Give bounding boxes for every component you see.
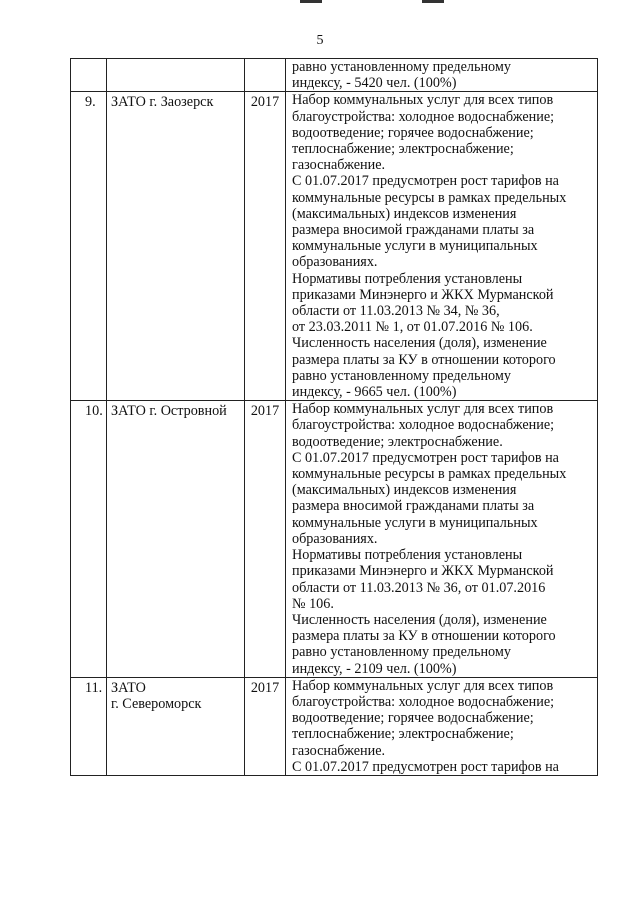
description-paragraph <box>292 59 593 91</box>
description-line: водоотведение; горячее водоснабжение; <box>292 710 534 727</box>
page-number: 5 <box>316 33 324 48</box>
description-line: равно установленному предельному <box>292 59 511 75</box>
row-number: 11. <box>71 677 107 775</box>
description-line: коммунальные ресурсы в рамках предельных <box>292 466 567 483</box>
description-line: равно установленному предельному <box>292 644 511 661</box>
description-line: газоснабжение. <box>292 742 386 759</box>
description-paragraph <box>292 678 593 759</box>
description-paragraph <box>292 759 593 775</box>
description-line: от 23.03.2011 № 1, от 01.07.2016 № 106. <box>292 319 533 336</box>
description-line: водоотведение; электроснабжение. <box>292 433 503 450</box>
municipality-name-line: г. Североморск <box>111 695 202 712</box>
description-line: благоустройства: холодное водоснабжение; <box>292 693 555 710</box>
municipality-name <box>107 677 245 775</box>
description-line: Численность населения (доля), изменение <box>292 611 547 628</box>
description-line: С 01.07.2017 предусмотрен рост тарифов на <box>292 449 559 466</box>
municipality-name-line: ЗАТО <box>111 679 146 696</box>
description-paragraph <box>292 547 593 612</box>
description-line: индексу, - 5420 чел. (100%) <box>292 75 457 92</box>
description-paragraph <box>292 612 593 677</box>
description-line: (максимальных) индексов изменения <box>292 482 517 499</box>
row-number: 9. <box>71 92 107 401</box>
description-line: равно установленному предельному <box>292 367 511 384</box>
description-line: благоустройства: холодное водоснабжение; <box>292 417 555 434</box>
municipality-name <box>107 92 245 401</box>
description <box>286 401 598 677</box>
description-paragraph <box>292 173 593 270</box>
row-number <box>71 59 107 92</box>
description-line: образованиях. <box>292 530 378 547</box>
description <box>286 677 598 775</box>
description-line: размера платы за КУ в отношении которого <box>292 351 556 368</box>
municipality-name-line: ЗАТО г. Островной <box>111 403 227 420</box>
description-line: (максимальных) индексов изменения <box>292 205 517 222</box>
table-row <box>71 92 598 401</box>
year: 2017 <box>245 677 286 775</box>
description-paragraph <box>292 92 593 173</box>
description-line: размера платы за КУ в отношении которого <box>292 628 556 645</box>
municipality-name <box>107 401 245 677</box>
year: 2017 <box>245 92 286 401</box>
description-line: Набор коммунальных услуг для всех типов <box>292 92 554 109</box>
row-number: 10. <box>71 401 107 677</box>
description-line: № 106. <box>292 595 334 612</box>
municipality-name-line: ЗАТО г. Заозерск <box>111 94 214 111</box>
description-line: коммунальные услуги в муниципальных <box>292 238 538 255</box>
description-line: коммунальные услуги в муниципальных <box>292 514 538 531</box>
description-line: С 01.07.2017 предусмотрен рост тарифов на <box>292 173 559 190</box>
description-line: индексу, - 2109 чел. (100%) <box>292 660 457 677</box>
description-line: области от 11.03.2013 № 36, от 01.07.2016 <box>292 579 546 596</box>
description-line: Нормативы потребления установлены <box>292 270 523 287</box>
description-paragraph <box>292 271 593 336</box>
description-line: водоотведение; горячее водоснабжение; <box>292 124 534 141</box>
table-row <box>71 677 598 775</box>
description-line: Численность населения (доля), изменение <box>292 335 547 352</box>
scan-mark-left <box>300 0 322 3</box>
description-line: приказами Минэнерго и ЖКХ Мурманской <box>292 286 554 303</box>
tariff-table <box>70 58 598 776</box>
year <box>245 59 286 92</box>
description <box>286 92 598 401</box>
scan-mark-right <box>422 0 444 3</box>
table-row <box>71 401 598 677</box>
description-line: образованиях. <box>292 254 378 271</box>
description-line: Нормативы потребления установлены <box>292 547 523 564</box>
description-line: газоснабжение. <box>292 157 386 174</box>
description-line: Набор коммунальных услуг для всех типов <box>292 401 554 418</box>
description-line: области от 11.03.2013 № 34, № 36, <box>292 303 500 320</box>
table-row <box>71 59 598 92</box>
municipality-name <box>107 59 245 92</box>
description-line: благоустройства: холодное водоснабжение; <box>292 108 555 125</box>
description-line: Набор коммунальных услуг для всех типов <box>292 677 554 694</box>
description-line: размера вносимой гражданами платы за <box>292 222 535 239</box>
description-line: коммунальные ресурсы в рамках предельных <box>292 189 567 206</box>
description-line: С 01.07.2017 предусмотрен рост тарифов на <box>292 758 559 775</box>
description-paragraph <box>292 450 593 547</box>
description-line: теплоснабжение; электроснабжение; <box>292 726 514 743</box>
description-line: индексу, - 9665 чел. (100%) <box>292 384 457 401</box>
description-paragraph <box>292 335 593 400</box>
description-line: размера вносимой гражданами платы за <box>292 498 535 515</box>
table-body <box>71 59 598 776</box>
description-line: приказами Минэнерго и ЖКХ Мурманской <box>292 563 554 580</box>
description <box>286 59 598 92</box>
description-line: теплоснабжение; электроснабжение; <box>292 141 514 158</box>
description-paragraph <box>292 401 593 450</box>
year: 2017 <box>245 401 286 677</box>
